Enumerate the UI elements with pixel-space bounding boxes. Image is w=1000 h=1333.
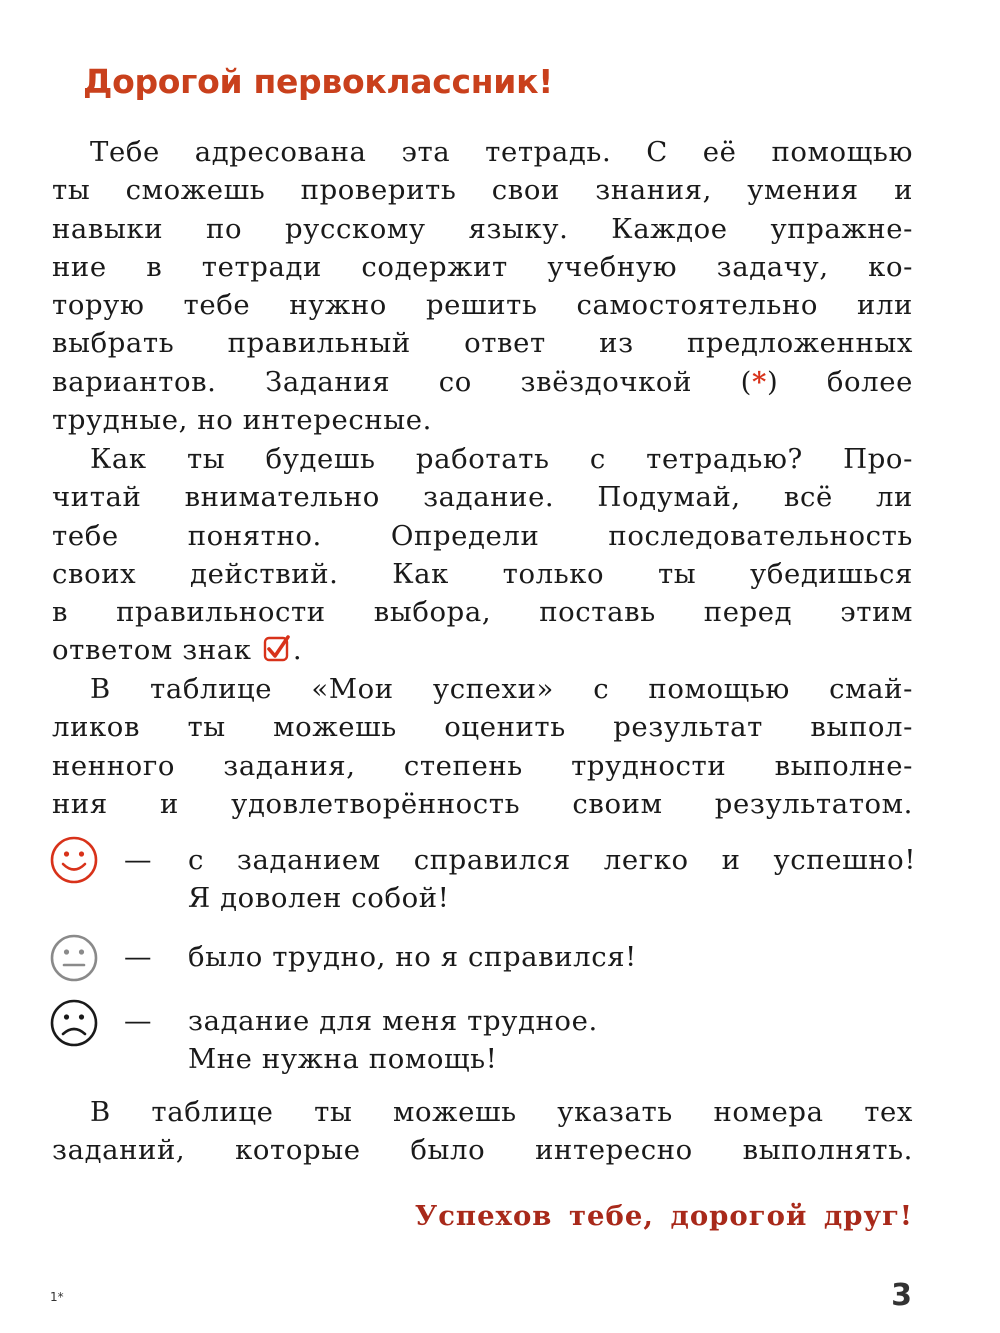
text-line-star: [52, 363, 913, 401]
legend-dash: —: [124, 844, 152, 876]
text-segment: ответом знак: [52, 634, 252, 667]
text-line: навыки по русскому языку. Каждое упражне-: [52, 212, 913, 245]
text-line: в правильности выбора, поставь перед этим: [52, 596, 913, 629]
text-line: было трудно, но я справился!: [188, 941, 637, 973]
text-line: задание для меня трудное.: [188, 1005, 598, 1037]
page-title: Дорогой первоклассник!: [83, 62, 553, 101]
closing-wish: Успехов тебе, дорогой друг!: [414, 1200, 913, 1232]
legend-dash: —: [124, 1005, 152, 1037]
intro-paragraph: [52, 133, 913, 439]
text-line: Тебе адресована эта тетрадь. С её помощью: [90, 136, 913, 168]
text-line: В таблице «Мои успехи» с помощью смай-: [90, 673, 913, 705]
text-line: Как ты будешь работать с тетрадью? Про-: [90, 443, 913, 475]
text-line-check: [52, 631, 913, 669]
text-line: трудные, но интересные.: [52, 404, 432, 437]
text-line: ние в тетради содержит учебную задачу, ко-: [52, 250, 913, 283]
smiley-paragraph: [52, 670, 913, 823]
checkbox-check-icon: [263, 635, 291, 663]
text-line: заданий, которые было интересно выполнять.: [52, 1134, 913, 1167]
legend-text-happy: [188, 841, 916, 918]
smiley-happy-icon: [48, 834, 100, 886]
smiley-neutral-icon: [48, 932, 100, 984]
text-line: своих действий. Как только ты убедишься: [52, 557, 913, 590]
legend-text-neutral: [188, 938, 916, 976]
text-segment: вариантов. Задания со звёздочкой (: [52, 365, 752, 398]
text-line: ты сможешь проверить свои знания, умения и: [52, 174, 913, 207]
text-line: торую тебе нужно решить самостоятельно или: [52, 289, 913, 322]
how-to-paragraph: [52, 440, 913, 670]
star-symbol: *: [751, 365, 767, 398]
text-segment: ) более: [766, 365, 913, 398]
footnote-mark: 1*: [50, 1290, 64, 1304]
text-line: ликов ты можешь оценить результат выпол-: [52, 711, 913, 744]
text-line: В таблице ты можешь указать номера тех: [90, 1096, 913, 1128]
legend-text-sad: [188, 1002, 916, 1079]
page-number: 3: [891, 1278, 912, 1313]
text-line: Мне нужна помощь!: [188, 1043, 498, 1076]
text-line: тебе понятно. Определи последовательность: [52, 519, 913, 552]
text-line: читай внимательно задание. Подумай, всё ли: [52, 481, 913, 514]
text-line: ненного задания, степень трудности выполне-: [52, 749, 913, 782]
text-segment: .: [292, 634, 303, 667]
text-line: ния и удовлетворённость своим результатом.: [52, 787, 913, 820]
text-line: выбрать правильный ответ из предложенных: [52, 327, 913, 360]
text-line: с заданием справился легко и успешно!: [188, 844, 916, 876]
legend-dash: —: [124, 941, 152, 973]
smiley-sad-icon: [48, 997, 100, 1049]
text-line: Я доволен собой!: [188, 882, 450, 915]
interest-paragraph: [52, 1093, 913, 1170]
